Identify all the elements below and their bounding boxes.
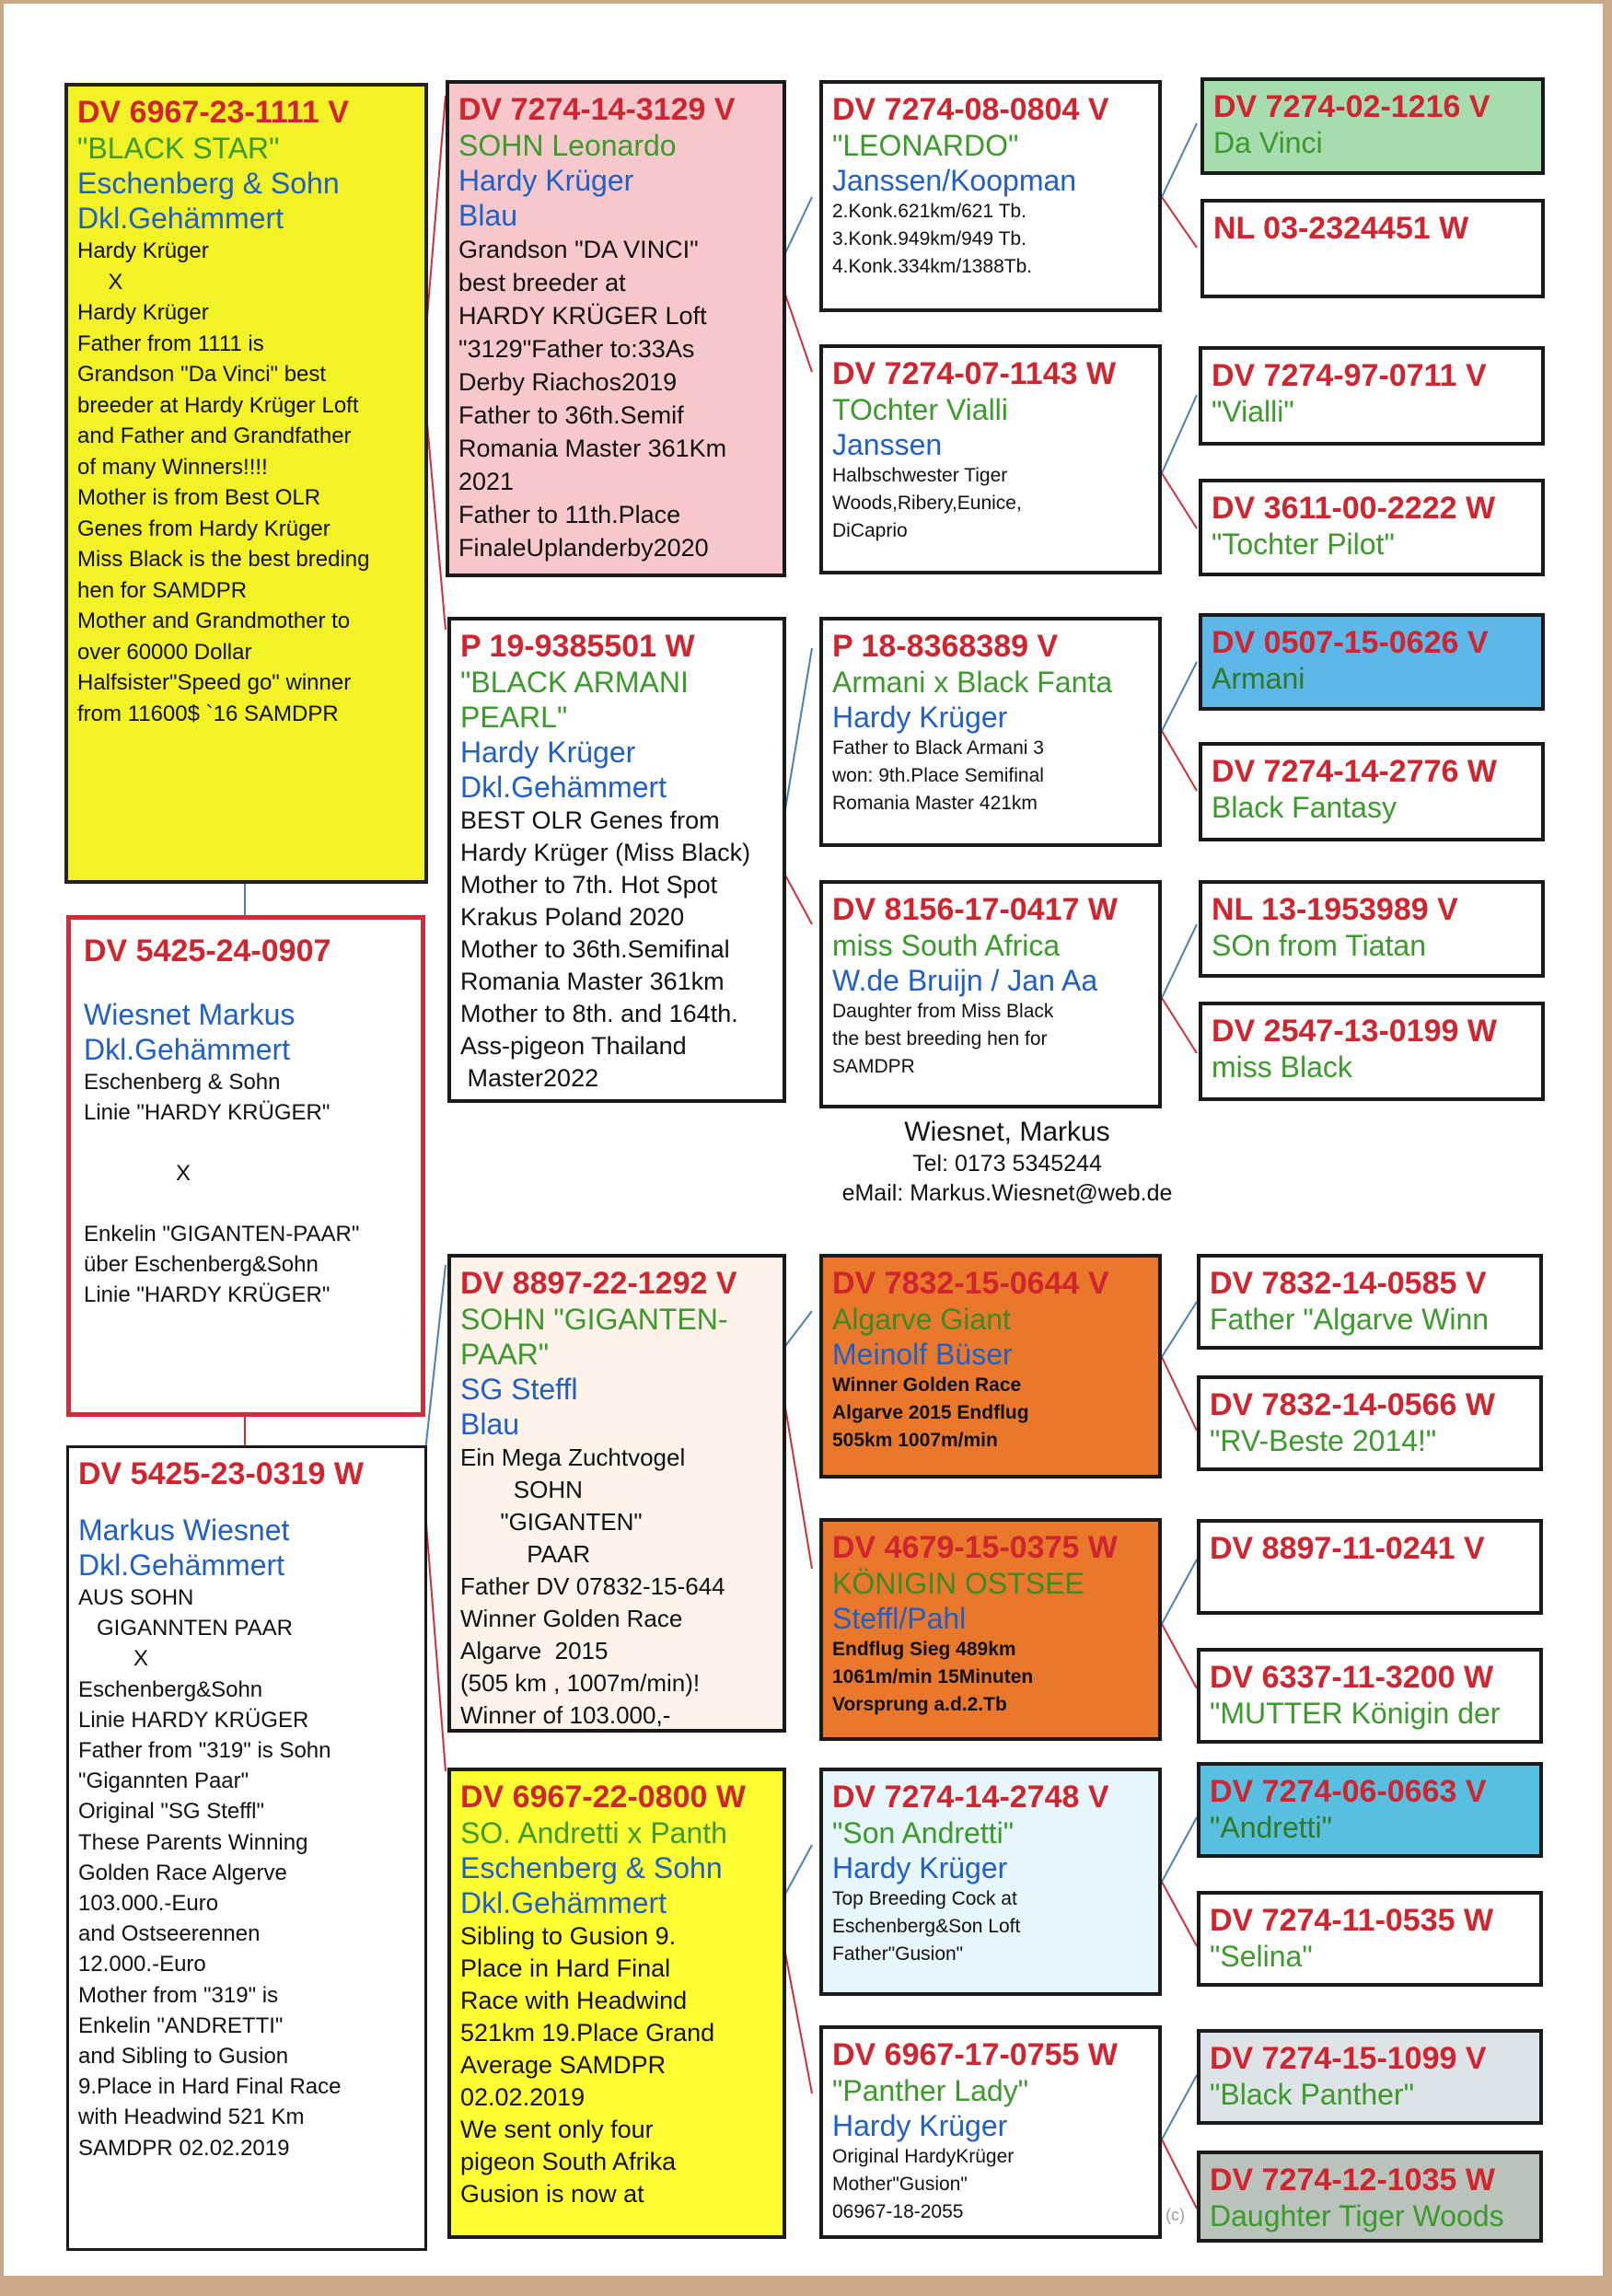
father-color: Dkl.Gehämmert [84,1033,291,1066]
subject-name: "BLACK STAR" [77,132,280,165]
gen4-name: "Vialli" [1212,395,1294,428]
gen4-ring-id: DV 8897-11-0241 V [1210,1531,1485,1566]
gen3-notes: Daughter from Miss Black the best breeding hen for SAMDPR [832,1001,1054,1077]
gen3-notes: 2.Konk.621km/621 Tb. 3.Konk.949km/949 Tb. 4.Konk.334km/1388Tb. [832,201,1033,277]
gen4-name: Armani [1212,662,1305,695]
gen4-card [1197,1375,1543,1471]
gen3-ring-id: DV 8156-17-0417 W [832,892,1118,927]
gen4-name: "Selina" [1210,1940,1313,1973]
gen2-ring-id: DV 7274-14-3129 V [458,92,736,127]
gen4-name: SOn from Tiatan [1212,929,1426,962]
gen4-name: Black Fantasy [1212,791,1397,824]
gen4-card [1199,880,1545,978]
gen4-card [1197,1648,1543,1744]
gen2-card [446,80,786,577]
gen2-color: Blau [458,199,518,232]
gen3-ring-id: DV 7274-14-2748 V [832,1780,1109,1815]
father-breeder: Wiesnet Markus [84,998,296,1031]
gen3-name: "LEONARDO" [832,129,1019,162]
gen4-ring-id: DV 7274-97-0711 V [1212,358,1487,393]
subject-notes: Hardy Krüger X Hardy Krüger Father from 1111 is Grandson "Da Vinci" best breeder at Hardy Krüger Loft and Father and Grandfather of many Winners!!!! Mother is from Best OLR Genes from Hardy Krüger Miss Black is the best breding hen for SAMDPR Mother and Grandmother to over 60000 Dollar Halfsister"Speed go" winner from 11600$ `16 SAMDPR [77,238,370,726]
gen4-ring-id: DV 7274-06-0663 V [1210,1774,1487,1809]
gen2-notes: Grandson "DA VINCI" best breeder at HARDY KRÜGER Loft "3129"Father to:33As Derby Riachos2019 Father to 36th.Semif Romania Master 361Km 2021 Father to 11th.Place FinaleUplanderby2020 [458,236,727,562]
subject-color: Dkl.Gehämmert [77,202,284,235]
gen3-card [819,1254,1162,1478]
gen3-name: KÖNIGIN OSTSEE [832,1567,1084,1600]
gen2-breeder: Hardy Krüger [458,164,634,197]
gen4-ring-id: DV 0507-15-0626 V [1212,625,1489,660]
gen4-card [1197,1891,1543,1987]
gen4-card [1199,346,1545,446]
gen2-notes: Sibling to Gusion 9. Place in Hard Final Race with Headwind 521km 19.Place Grand Average SAMDPR 02.02.2019 We sent only four pigeon South Afrika Gusion is now at [460,1922,715,2208]
gen4-card [1200,77,1545,175]
gen2-color: Blau [460,1408,520,1441]
father-notes: Eschenberg & Sohn Linie "HARDY KRÜGER" X Enkelin "GIGANTEN-PAAR" über Eschenberg&Sohn Linie "HARDY KRÜGER" [84,1070,360,1307]
copyright-mark: (c) [1166,2206,1185,2224]
gen3-breeder: Janssen/Koopman [832,164,1077,197]
gen4-name: "RV-Beste 2014!" [1210,1424,1437,1457]
gen4-card [1197,2151,1543,2243]
gen3-name: Armani x Black Fanta [832,666,1113,699]
gen3-breeder: Hardy Krüger [832,701,1008,734]
gen3-ring-id: DV 7832-15-0644 V [832,1266,1109,1301]
gen3-card [819,1768,1162,1996]
mother-color: Dkl.Gehämmert [78,1548,285,1582]
gen4-card [1199,479,1545,576]
gen3-notes: Father to Black Armani 3 won: 9th.Place Semifinal Romania Master 421km [832,737,1044,814]
gen3-breeder: W.de Bruijn / Jan Aa [832,964,1098,997]
gen4-name: Father "Algarve Winn [1210,1303,1490,1336]
gen4-ring-id: DV 7832-14-0585 V [1210,1266,1487,1301]
gen2-name: SO. Andretti x Panth [460,1816,727,1850]
gen4-name: "MUTTER Königin der [1210,1697,1501,1730]
gen2-card [447,1768,786,2239]
gen4-ring-id: DV 7274-14-2776 W [1212,754,1497,789]
gen4-card [1199,1002,1545,1101]
gen3-card [819,344,1162,574]
gen4-ring-id: NL 03-2324451 W [1213,211,1469,246]
gen2-card [447,617,786,1103]
gen3-ring-id: DV 7274-07-1143 W [832,356,1117,391]
gen4-card [1200,199,1545,298]
gen4-name: Da Vinci [1213,126,1323,159]
subject-ring-id: DV 6967-23-1111 V [77,95,349,130]
gen4-card [1197,1762,1543,1858]
gen3-card [819,880,1162,1108]
gen4-ring-id: DV 7274-02-1216 V [1213,89,1490,124]
gen2-notes: Ein Mega Zuchtvogel SOHN "GIGANTEN" PAAR Father DV 07832-15-644 Winner Golden Race Algarve 2015 (505 km , 1007m/min)! Winner of 103.000,- [460,1444,725,1729]
gen3-name: Algarve Giant [832,1303,1011,1336]
gen3-name: "Son Andretti" [832,1816,1015,1850]
gen3-name: "Panther Lady" [832,2074,1029,2107]
gen4-card [1197,1254,1543,1350]
gen3-card [819,2025,1162,2239]
gen4-ring-id: DV 7274-12-1035 W [1210,2163,1495,2197]
father-card [66,915,425,1417]
gen3-card [819,617,1162,847]
gen4-card [1197,2029,1543,2125]
gen2-ring-id: DV 6967-22-0800 W [460,1780,746,1815]
subject-card [64,83,428,884]
gen4-ring-id: DV 3611-00-2222 W [1212,491,1496,526]
gen4-ring-id: DV 7274-15-1099 V [1210,2041,1487,2076]
gen3-ring-id: DV 6967-17-0755 W [832,2037,1118,2072]
gen4-card [1199,742,1545,841]
contact-name: Wiesnet, Markus [904,1117,1110,1147]
gen3-ring-id: DV 7274-08-0804 V [832,92,1109,127]
gen4-name: "Andretti" [1210,1811,1332,1844]
gen2-notes: BEST OLR Genes from Hardy Krüger (Miss Black) Mother to 7th. Hot Spot Krakus Poland 2020 Mother to 36th.Semifinal Romania Master 361km Mother to 8th. and 164th. Ass-pigeon Thailand Master2022 [460,806,751,1092]
subject-breeder: Eschenberg & Sohn [77,167,340,200]
gen4-name: miss Black [1212,1050,1352,1084]
gen3-notes: Endflug Sieg 489km 1061m/min 15Minuten Vorsprung a.d.2.Tb [832,1639,1034,1715]
gen2-name: "BLACK ARMANI PEARL" [460,666,689,734]
gen3-name: TOchter Vialli [832,393,1008,426]
gen3-notes: Halbschwester Tiger Woods,Ribery,Eunice, DiCaprio [832,465,1022,541]
gen3-notes: Top Breeding Cock at Eschenberg&Son Loft Father"Gusion" [832,1888,1021,1965]
gen4-name: "Black Panther" [1210,2078,1414,2111]
gen2-breeder: SG Steffl [460,1373,578,1406]
gen2-ring-id: DV 8897-22-1292 V [460,1266,737,1301]
gen3-card [819,80,1162,312]
gen4-card [1197,1519,1543,1615]
mother-breeder: Markus Wiesnet [78,1513,290,1547]
mother-notes: AUS SOHN GIGANNTEN PAAR X Eschenberg&Sohn Linie HARDY KRÜGER Father from "319" is Sohn "Gigannten Paar" Original "SG Steffl" These Parents Winning Golden Race Algerve 103.000.-Euro and Ostseerennen 12.000.-Euro Mother from "319" is Enkelin "ANDRETTI" and Sibling to Gusion 9.Place in Hard Final Race with Headwind 521 Km SAMDPR 02.02.2019 [78,1585,342,2161]
gen2-ring-id: P 19-9385501 W [460,629,695,664]
gen3-ring-id: P 18-8368389 V [832,629,1059,664]
contact-block [814,1116,1200,1208]
gen3-breeder: Hardy Krüger [832,1851,1008,1884]
gen2-breeder: Hardy Krüger [460,736,636,769]
gen2-color: Dkl.Gehämmert [460,771,667,804]
contact-email: eMail: Markus.Wiesnet@web.de [841,1180,1173,1206]
pedigree-sheet [4,4,1603,2276]
mother-ring-id: DV 5425-23-0319 W [78,1456,364,1491]
contact-phone: Tel: 0173 5345244 [912,1151,1102,1177]
gen4-ring-id: DV 2547-13-0199 W [1212,1014,1497,1049]
gen3-notes: Winner Golden Race Algarve 2015 Endflug 505km 1007m/min [832,1374,1029,1451]
gen4-card [1199,613,1545,711]
gen3-breeder: Janssen [832,428,943,461]
gen4-ring-id: NL 13-1953989 V [1212,892,1458,927]
gen3-ring-id: DV 4679-15-0375 W [832,1530,1118,1565]
gen4-ring-id: DV 6337-11-3200 W [1210,1660,1494,1695]
mother-card [66,1445,427,2251]
gen2-color: Dkl.Gehämmert [460,1886,667,1919]
gen3-notes: Original HardyKrüger Mother"Gusion" 06967-18-2055 [832,2146,1015,2222]
gen3-breeder: Meinolf Büser [832,1338,1013,1371]
gen4-name: "Tochter Pilot" [1212,528,1395,561]
gen4-ring-id: DV 7832-14-0566 W [1210,1387,1495,1422]
gen2-name: SOHN "GIGANTEN-PAAR" [460,1303,728,1371]
gen3-breeder: Steffl/Pahl [832,1602,967,1635]
gen2-breeder: Eschenberg & Sohn [460,1851,723,1884]
gen2-card [447,1254,786,1733]
gen3-card [819,1518,1162,1741]
gen4-ring-id: DV 7274-11-0535 W [1210,1903,1494,1938]
gen3-name: miss South Africa [832,929,1061,962]
gen2-name: SOHN Leonardo [458,129,677,162]
father-ring-id: DV 5425-24-0907 [84,933,331,968]
gen3-breeder: Hardy Krüger [832,2109,1008,2142]
gen4-name: Daughter Tiger Woods [1210,2199,1504,2232]
